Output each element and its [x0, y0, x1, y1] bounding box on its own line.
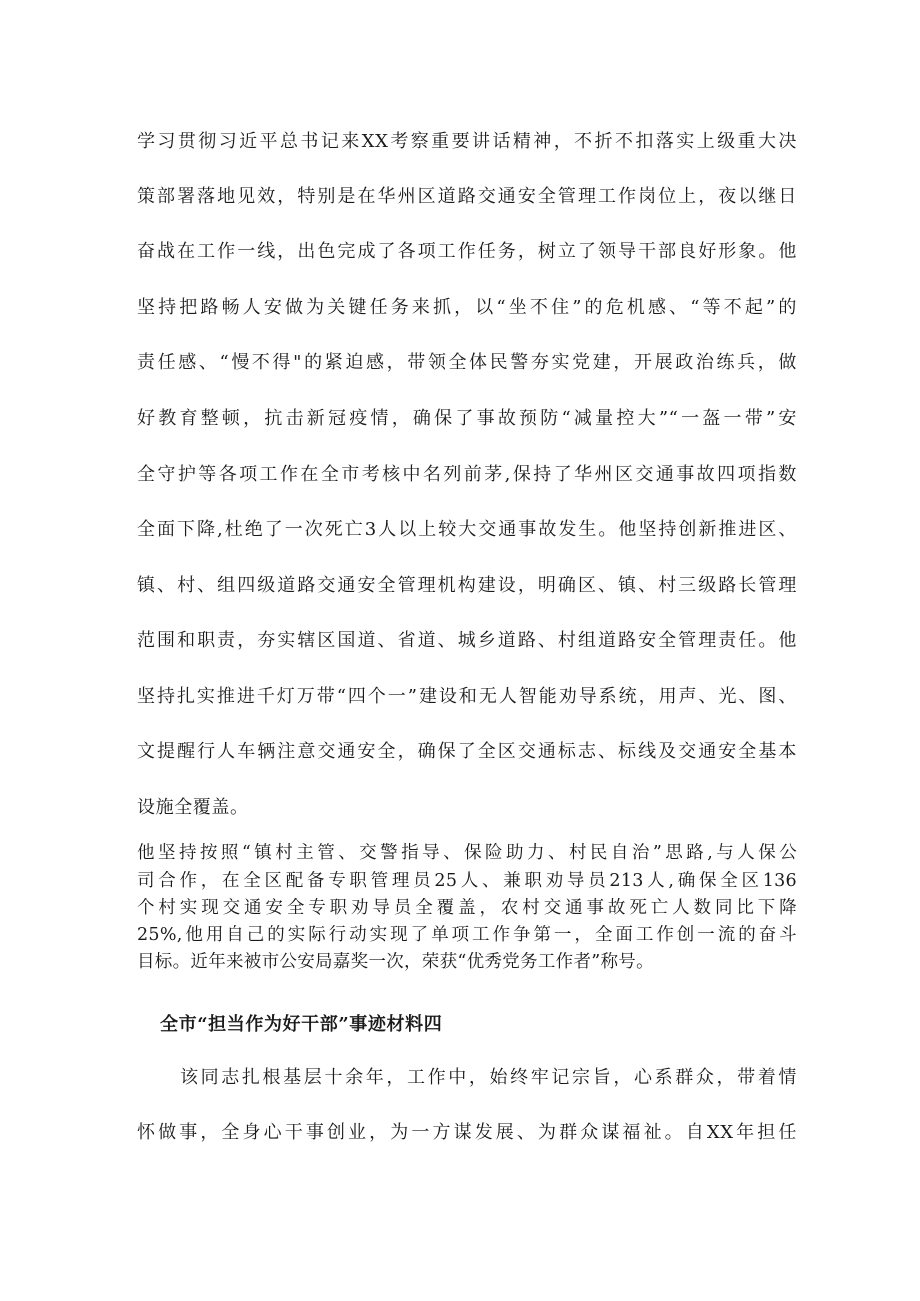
paragraph-1-line-3: 奋战在工作一线，出色完成了各项工作任务，树立了领导干部良好形象。他 [137, 241, 797, 262]
paragraph-2-line-4: 25%,他用自己的实际行动实现了单项工作争第一，全面工作创一流的奋斗 [137, 925, 797, 945]
paragraph-1-line-13: 设施全覆盖。 [137, 797, 249, 818]
paragraph-1-line-8: 全面下降,杜绝了一次死亡3人以上较大交通事故发生。他坚持创新推进区、 [137, 519, 797, 540]
paragraph-2-line-3: 个村实现交通安全专职劝导员全覆盖，农村交通事故死亡人数同比下降 [137, 898, 797, 918]
paragraph-3-line-1: 该同志扎根基层十余年，工作中，始终牢记宗旨，心系群众，带着情 [180, 1067, 797, 1088]
paragraph-1-line-2: 策部署落地见效，特别是在华州区道路交通安全管理工作岗位上，夜以继日 [137, 186, 797, 207]
paragraph-1-line-5: 责任感、“慢不得"的紧迫感，带领全体民警夯实党建，开展政治练兵，做 [137, 352, 797, 373]
section-heading: 全市“担当作为好干部”事迹材料四 [160, 1014, 443, 1035]
paragraph-2-line-2: 司合作，在全区配备专职管理员25人、兼职劝导员213人,确保全区136 [137, 871, 797, 891]
paragraph-1-line-4: 坚持把路畅人安做为关键任务来抓，以“坐不住”的危机感、“等不起”的 [137, 297, 797, 318]
paragraph-1-line-1: 学习贯彻习近平总书记来XX考察重要讲话精神，不折不扣落实上级重大决 [137, 131, 797, 152]
paragraph-1-line-11: 坚持扎实推进千灯万带“四个一”建设和无人智能劝导系统，用声、光、图、 [137, 686, 797, 707]
paragraph-3-line-2: 怀做事，全身心干事创业，为一方谋发展、为群众谋福祉。自XX年担任 [137, 1122, 797, 1143]
paragraph-1-line-6: 好教育整顿，抗击新冠疫情，确保了事故预防“减量控大”“一盔一带”安 [137, 408, 797, 429]
paragraph-2-line-5: 目标。近年来被市公安局嘉奖一次，荣获“优秀党务工作者”称号。 [137, 952, 654, 972]
paragraph-1-line-7: 全守护等各项工作在全市考核中名列前茅,保持了华州区交通事故四项指数 [137, 464, 797, 485]
paragraph-1-line-9: 镇、村、组四级道路交通安全管理机构建设，明确区、镇、村三级路长管理 [137, 575, 797, 596]
paragraph-1-line-10: 范围和职责，夯实辖区国道、省道、城乡道路、村组道路安全管理责任。他 [137, 630, 797, 651]
paragraph-1-line-12: 文提醒行人车辆注意交通安全，确保了全区交通标志、标线及交通安全基本 [137, 741, 797, 762]
paragraph-2-line-1: 他坚持按照“镇村主管、交警指导、保险助力、村民自治”思路,与人保公 [137, 843, 797, 863]
